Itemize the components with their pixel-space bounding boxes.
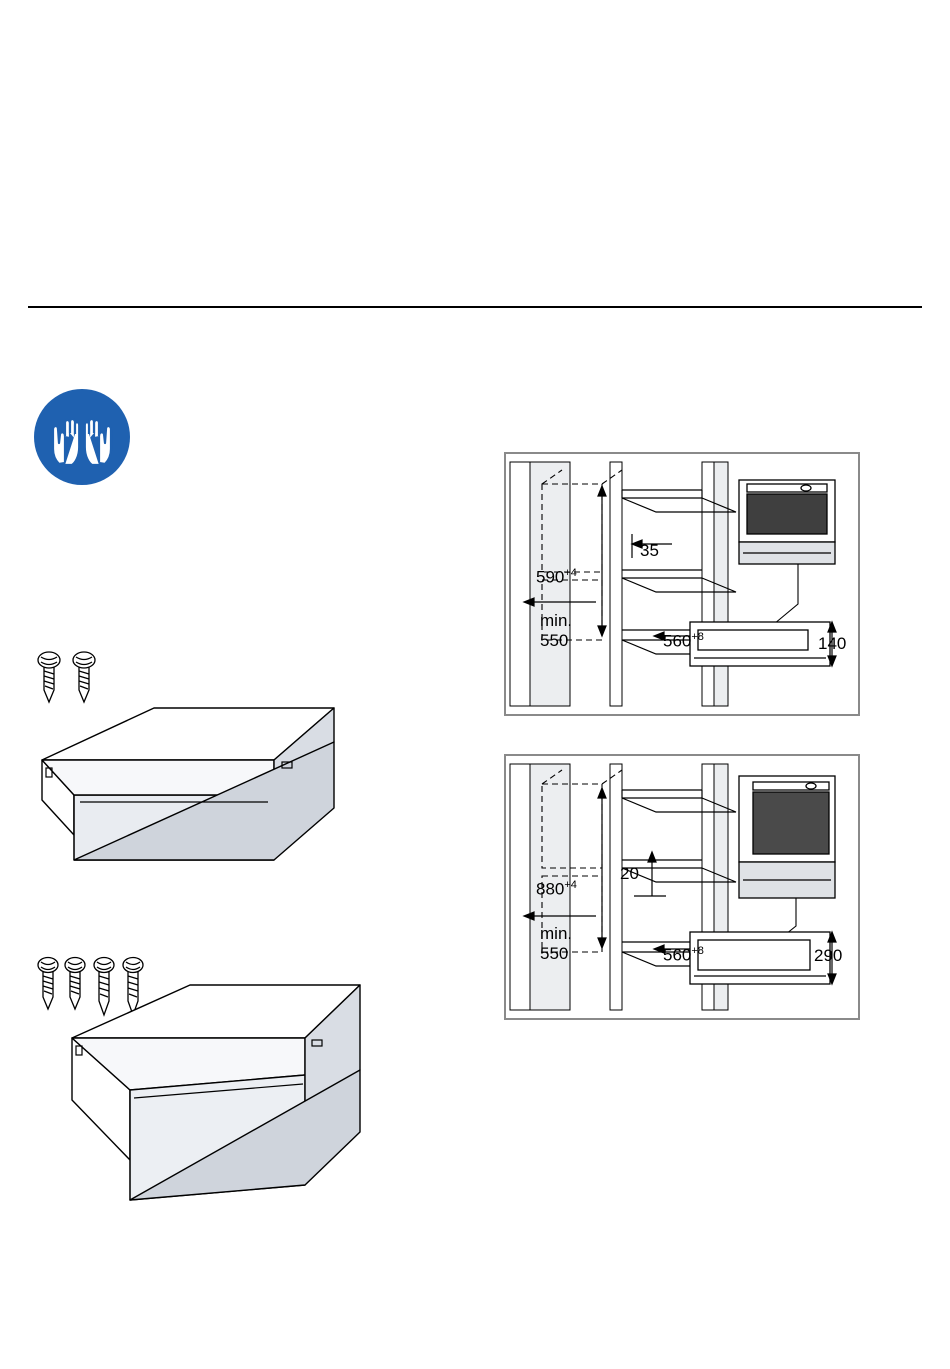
dim-depth-min-label: min. bbox=[540, 611, 573, 630]
dim-depth-min-value-2: 550 bbox=[540, 944, 569, 963]
header-divider bbox=[28, 306, 922, 308]
dim-depth-min-label-2: min. bbox=[540, 924, 573, 943]
dim-offset-20: 20 bbox=[620, 864, 639, 883]
dim-height-590: $590^{+4}$ bbox=[536, 567, 577, 587]
warming-drawer-14cm bbox=[34, 690, 384, 895]
dim-offset-35: 35 bbox=[640, 541, 659, 560]
diagram-niche-140 bbox=[504, 452, 860, 716]
protective-gloves-icon bbox=[34, 389, 130, 485]
dim-drawer-height-290: 290 bbox=[814, 946, 843, 965]
dim-depth-min-value: 550 bbox=[540, 631, 569, 650]
warming-drawer-29cm bbox=[60, 970, 390, 1245]
dim-width-560: $560^{+8}$ bbox=[663, 631, 704, 651]
dim-width-560-2: $560^{+8}$ bbox=[663, 945, 704, 965]
dim-height-880: $880^{+4}$ bbox=[536, 879, 577, 899]
dim-drawer-height-140: 140 bbox=[818, 634, 847, 653]
diagram-niche-290 bbox=[504, 754, 860, 1020]
